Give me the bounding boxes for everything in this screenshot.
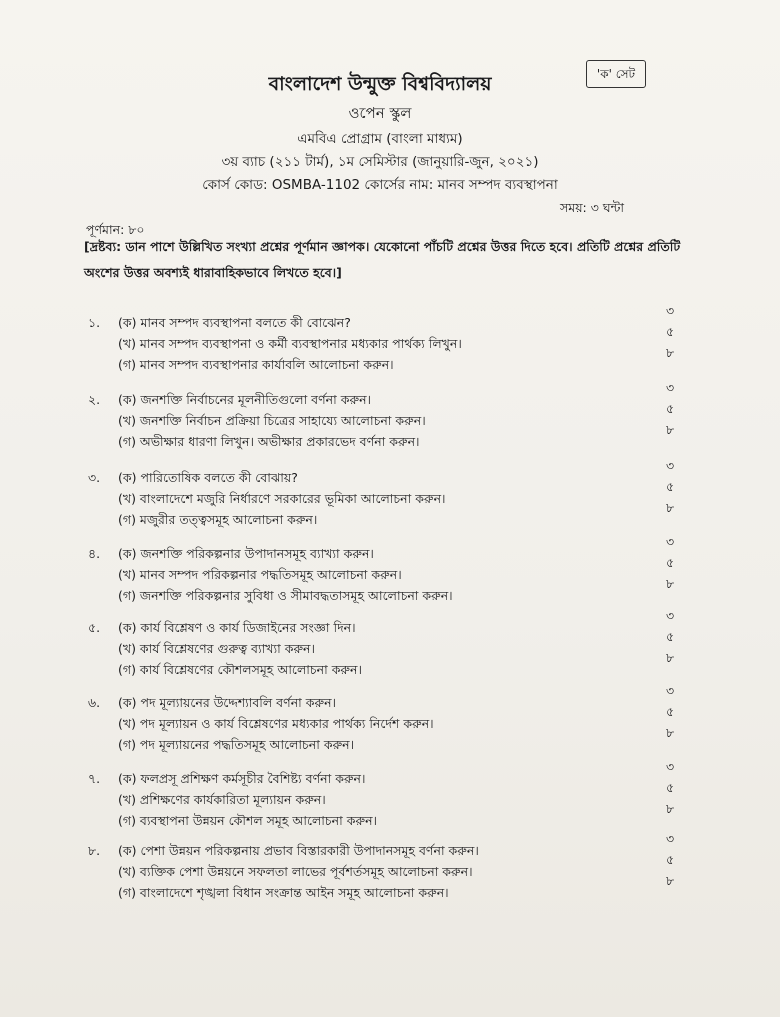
question-part (88, 810, 648, 831)
marks-value: ৮ (666, 650, 675, 665)
question-part-text: (গ) মজুরীর তত্ত্বসমূহ আলোচনা করুন। (118, 512, 318, 527)
exam-time: সময়: ৩ ঘন্টা (560, 200, 625, 215)
question-part-text: (খ) কার্য বিশ্লেষণের গুরুত্ব ব্যাখ্যা করুন। (118, 641, 315, 656)
marks-value: ৩ (666, 380, 675, 395)
question-3 (88, 467, 648, 530)
question-part-text: (ক) ফলপ্রসূ প্রশিক্ষণ কর্মসূচীর বৈশিষ্ট্য বর্ণনা করুন। (118, 771, 366, 786)
marks-value: ৩ (666, 534, 675, 549)
marks-value: ৩ (666, 683, 675, 698)
question-part (88, 734, 648, 755)
marks-value: ৮ (666, 345, 675, 360)
marks-value: ৩ (666, 831, 675, 846)
question-part (88, 789, 648, 810)
question-part (88, 882, 648, 903)
marks-value: ৫ (666, 629, 675, 644)
question-part-text: (খ) মানব সম্পদ পরিকল্পনার পদ্ধতিসমূহ আলোচনা করুন। (118, 567, 402, 582)
question-part (88, 861, 648, 882)
question-part (88, 692, 648, 713)
question-part-text: (খ) পদ মূল্যায়ন ও কার্য বিশ্লেষণের মধ্যকার পার্থক্য নির্দেশ করুন। (118, 716, 434, 731)
full-marks: পূর্ণমান: ৮০ (86, 222, 145, 237)
question-part-text: (গ) জনশক্তি পরিকল্পনার সুবিধা ও সীমাবদ্ধতাসমূহ আলোচনা করুন। (118, 588, 453, 603)
question-marks (666, 756, 686, 819)
marks-value: ৮ (666, 422, 675, 437)
marks-value: ৮ (666, 576, 675, 591)
question-part (88, 509, 648, 530)
question-part (88, 585, 648, 606)
question-part (88, 431, 648, 452)
question-part (88, 713, 648, 734)
batch-semester: ৩য় ব্যাচ (২১১ টার্ম), ১ম সেমিস্টার (জানুয়ারি-জুন, ২০২১) (221, 154, 539, 170)
question-marks (666, 300, 686, 363)
course-info: কোর্স কোড: OSMBA-1102 কোর্সের নাম: মানব সম্পদ ব্যবস্থাপনা (202, 177, 558, 193)
question-6 (88, 692, 648, 755)
question-part (88, 312, 648, 333)
question-marks (666, 680, 686, 743)
question-8 (88, 840, 648, 903)
question-marks (666, 531, 686, 594)
question-number: ৫. (88, 620, 101, 635)
question-number: ৭. (88, 771, 101, 786)
marks-value: ৩ (666, 458, 675, 473)
question-number: ২. (88, 392, 101, 407)
question-part-text: (গ) অভীক্ষার ধারণা লিখুন। অভীক্ষার প্রকারভেদ বর্ণনা করুন। (118, 434, 420, 449)
question-marks (666, 605, 686, 668)
question-7 (88, 768, 648, 831)
question-part-text: (খ) প্রশিক্ষণের কার্যকারিতা মূল্যায়ন করুন। (118, 792, 326, 807)
question-1 (88, 312, 648, 375)
marks-value: ৫ (666, 324, 675, 339)
question-part-text: (ক) কার্য বিশ্লেষণ ও কার্য ডিজাইনের সংজ্ঞা দিন। (118, 620, 356, 635)
question-part (88, 638, 648, 659)
question-part-text: (ক) পেশা উন্নয়ন পরিকল্পনায় প্রভাব বিস্তারকারী উপাদানসমূহ বর্ণনা করুন। (118, 843, 479, 858)
question-part-text: (গ) বাংলাদেশে শৃঙ্খলা বিধান সংক্রান্ত আইন সমূহ আলোচনা করুন। (118, 885, 449, 900)
program-name: এমবিএ প্রোগ্রাম (বাংলা মাধ্যম) (297, 131, 463, 147)
instruction-note: [দ্রষ্টব্য: ডান পাশে উল্লিখিত সংখ্যা প্রশ্নের পূর্ণমান জ্ঞাপক। যেকোনো পাঁচটি প্রশ্নের উত্তর দিতে হবে। প্রতিটি প্রশ্নের প্রতিটি অংশের উত্তর অবশ্যই ধারাবাহিকভাবে লিখতে হবে।] (84, 239, 681, 280)
question-part (88, 389, 648, 410)
question-marks (666, 828, 686, 891)
question-part-text: (খ) ব্যক্তিক পেশা উন্নয়নে সফলতা লাভের পূর্বশর্তসমূহ আলোচনা করুন। (118, 864, 473, 879)
question-part (88, 768, 648, 789)
question-marks (666, 455, 686, 518)
question-number: ৮. (88, 843, 101, 858)
question-part-text: (খ) মানব সম্পদ ব্যবস্থাপনা ও কর্মী ব্যবস্থাপনার মধ্যকার পার্থক্য লিখুন। (118, 336, 462, 351)
question-part (88, 333, 648, 354)
question-part-text: (গ) মানব সম্পদ ব্যবস্থাপনার কার্যাবলি আলোচনা করুন। (118, 357, 394, 372)
question-part (88, 543, 648, 564)
question-number: ৬. (88, 695, 101, 710)
question-part (88, 467, 648, 488)
question-part-text: (ক) পারিতোষিক বলতে কী বোঝায়? (118, 470, 298, 485)
question-part (88, 354, 648, 375)
question-part (88, 410, 648, 431)
marks-value: ৮ (666, 500, 675, 515)
marks-value: ৫ (666, 401, 675, 416)
question-part-text: (ক) জনশক্তি পরিকল্পনার উপাদানসমূহ ব্যাখ্যা করুন। (118, 546, 374, 561)
marks-value: ৫ (666, 780, 675, 795)
question-part-text: (গ) কার্য বিশ্লেষণের কৌশলসমূহ আলোচনা করুন। (118, 662, 362, 677)
marks-value: ৫ (666, 852, 675, 867)
question-part-text: (ক) পদ মূল্যায়নের উদ্দেশ্যাবলি বর্ণনা করুন। (118, 695, 337, 710)
marks-value: ৫ (666, 479, 675, 494)
set-label: 'ক' সেট (586, 60, 646, 88)
question-part (88, 488, 648, 509)
marks-value: ৩ (666, 759, 675, 774)
question-number: ১. (88, 315, 101, 330)
question-number: ৩. (88, 470, 101, 485)
question-part (88, 840, 648, 861)
school-name: ওপেন স্কুল (348, 104, 412, 122)
question-number: ৪. (88, 546, 101, 561)
question-4 (88, 543, 648, 606)
question-part-text: (গ) পদ মূল্যায়নের পদ্ধতিসমূহ আলোচনা করুন। (118, 737, 355, 752)
question-5 (88, 617, 648, 680)
question-marks (666, 377, 686, 440)
marks-value: ৮ (666, 873, 675, 888)
question-part-text: (ক) মানব সম্পদ ব্যবস্থাপনা বলতে কী বোঝেন? (118, 315, 351, 330)
question-part-text: (গ) ব্যবস্থাপনা উন্নয়ন কৌশল সমূহ আলোচনা করুন। (118, 813, 378, 828)
question-part (88, 564, 648, 585)
marks-value: ৫ (666, 704, 675, 719)
marks-value: ৮ (666, 801, 675, 816)
question-part (88, 659, 648, 680)
marks-value: ৮ (666, 725, 675, 740)
marks-value: ৫ (666, 555, 675, 570)
marks-value: ৩ (666, 303, 675, 318)
question-part-text: (ক) জনশক্তি নির্বাচনের মূলনীতিগুলো বর্ণনা করুন। (118, 392, 372, 407)
question-part-text: (খ) বাংলাদেশে মজুরি নির্ধারণে সরকারের ভূমিকা আলোচনা করুন। (118, 491, 446, 506)
marks-value: ৩ (666, 608, 675, 623)
question-part (88, 617, 648, 638)
question-part-text: (খ) জনশক্তি নির্বাচন প্রক্রিয়া চিত্রের সাহায্যে আলোচনা করুন। (118, 413, 426, 428)
university-name: বাংলাদেশ উন্মুক্ত বিশ্ববিদ্যালয় (268, 73, 492, 95)
question-2 (88, 389, 648, 452)
